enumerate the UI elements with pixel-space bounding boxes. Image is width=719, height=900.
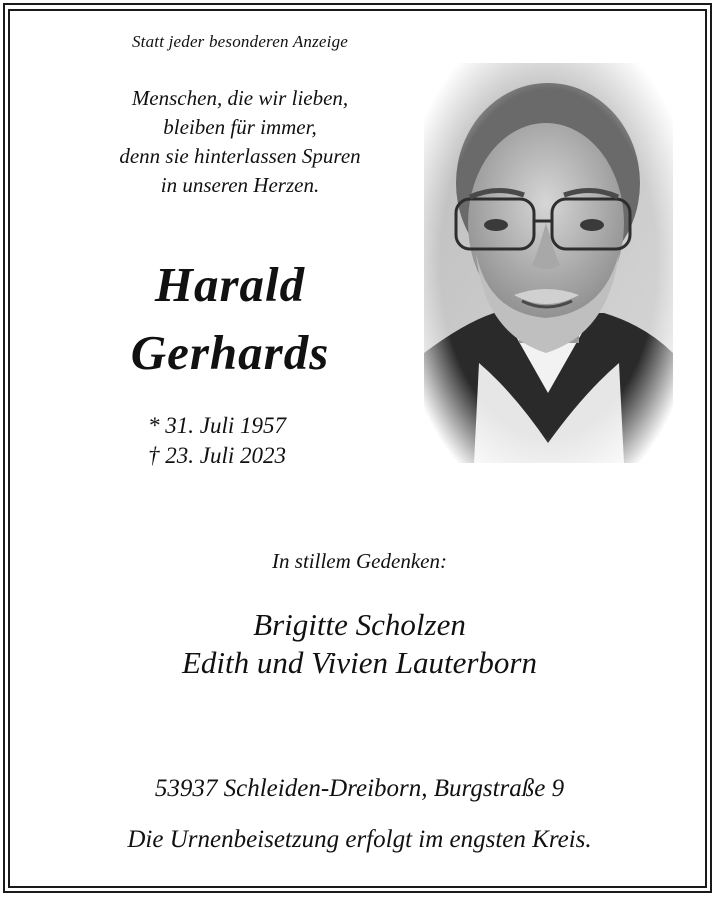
burial-notice: Die Urnenbeisetzung erfolgt im engsten Kreis.	[127, 826, 592, 853]
deceased-name	[40, 251, 420, 387]
mourners-list	[0, 606, 719, 682]
mourner-name: Brigitte Scholzen	[253, 607, 466, 642]
mourner-name: Edith und Vivien Lauterborn	[181, 645, 538, 680]
portrait-illustration	[424, 63, 673, 463]
family-address: 53937 Schleiden-Dreiborn, Burgstraße 9	[154, 775, 565, 802]
header-notice: Statt jeder besonderen Anzeige	[131, 32, 349, 51]
motto-line: bleiben für immer,	[163, 115, 317, 139]
motto-line: denn sie hinterlassen Spuren	[119, 144, 361, 168]
portrait-photo	[424, 63, 673, 463]
birth-date: * 31. Juli 1957	[148, 413, 286, 438]
deceased-last-name: Gerhards	[130, 325, 330, 380]
motto-line: in unseren Herzen.	[160, 173, 320, 197]
death-date: † 23. Juli 2023	[148, 443, 286, 468]
deceased-first-name: Harald	[154, 257, 306, 312]
motto-line: Menschen, die wir lieben,	[131, 86, 349, 110]
life-dates	[148, 411, 286, 471]
motto-verse	[60, 84, 420, 200]
remembrance-heading: In stillem Gedenken:	[272, 549, 447, 573]
